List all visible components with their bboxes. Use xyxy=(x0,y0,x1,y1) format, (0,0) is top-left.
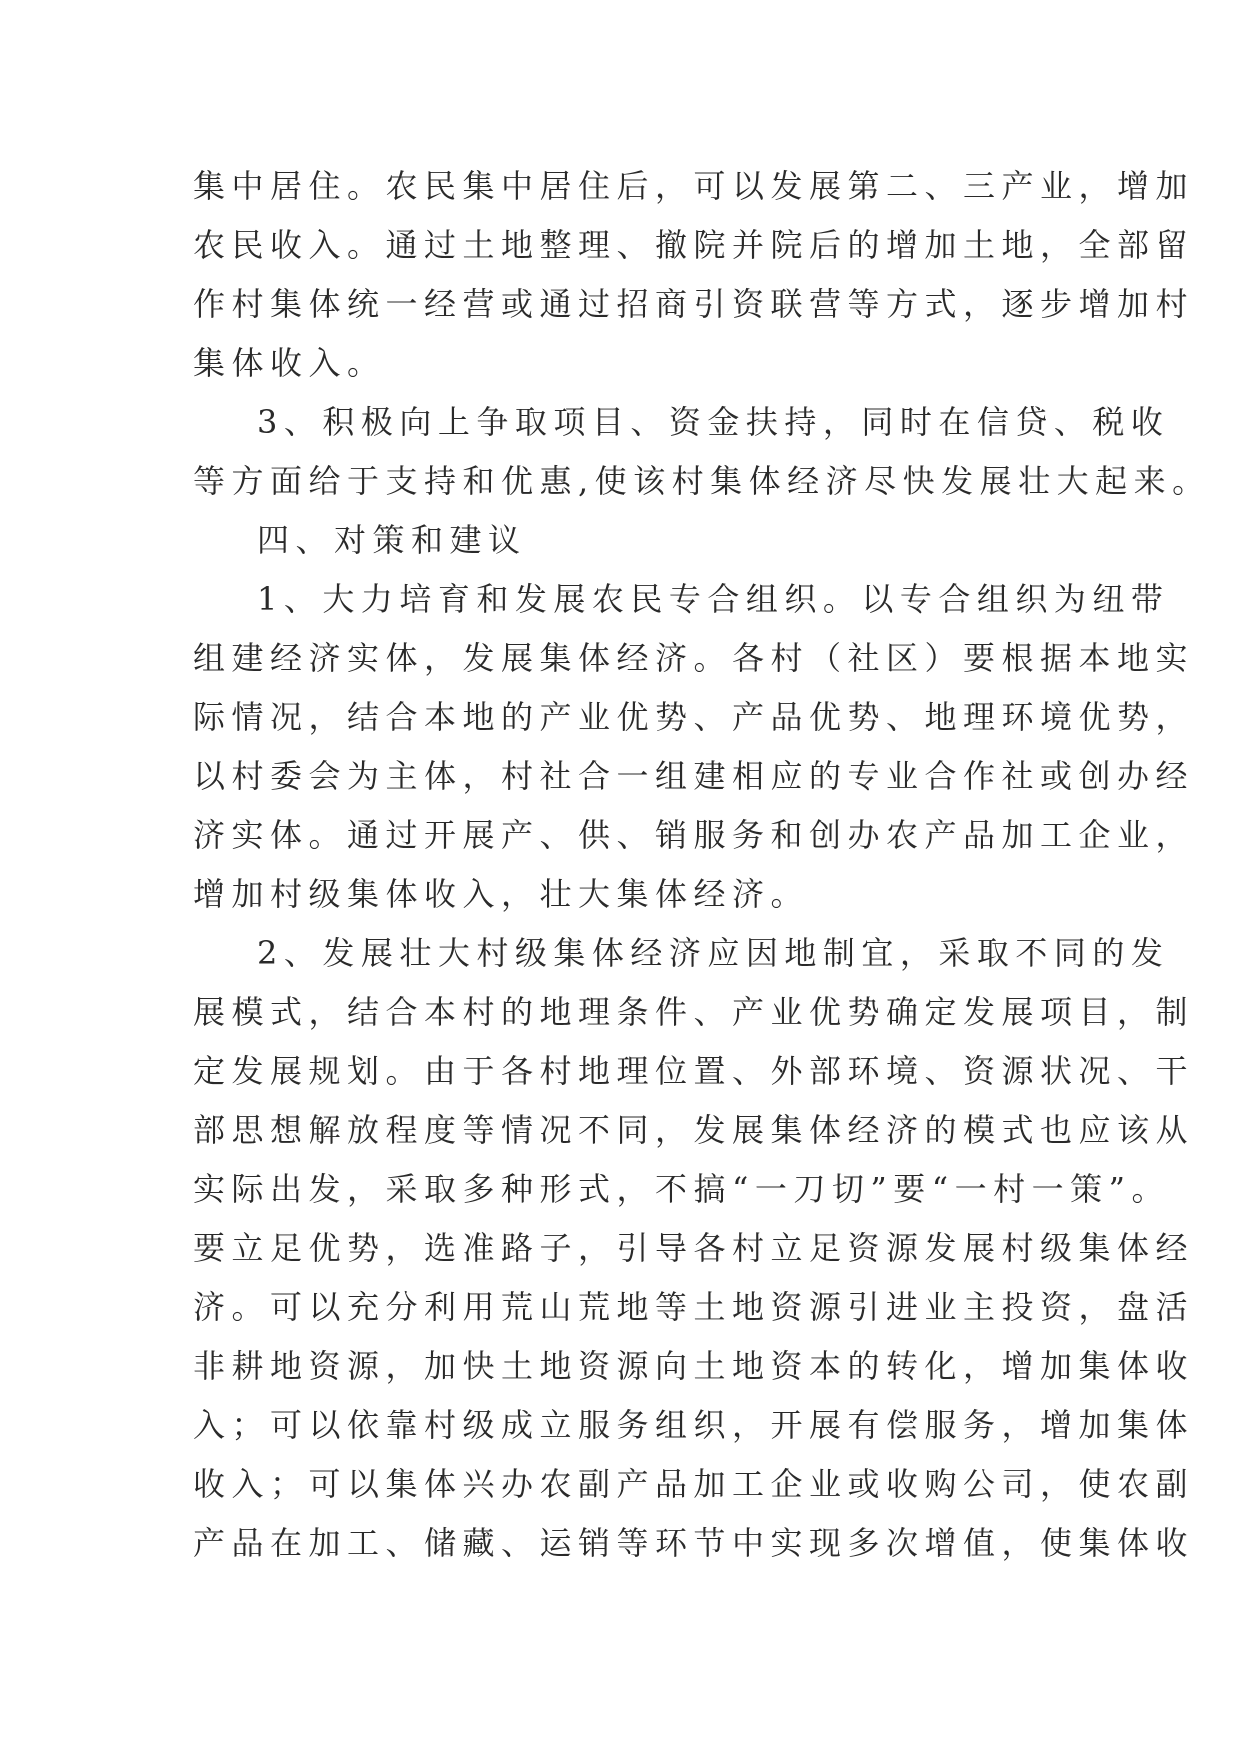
text-line: 增加村级集体收入，壮大集体经济。 xyxy=(193,875,810,913)
text-line: 收入；可以集体兴办农副产品加工企业或收购公司，使农副 xyxy=(193,1465,1195,1503)
text-line: 组建经济实体，发展集体经济。各村（社区）要根据本地实 xyxy=(193,639,1195,677)
paragraph-first-line: 2、发展壮大村级集体经济应因地制宜，采取不同的发 xyxy=(257,934,1170,972)
paragraph-first-line: 1、大力培育和发展农民专合组织。以专合组织为纽带 xyxy=(257,580,1170,618)
text-line: 济。可以充分利用荒山荒地等土地资源引进业主投资，盘活 xyxy=(193,1288,1195,1326)
document-body xyxy=(193,157,1211,1573)
text-line: 以村委会为主体，村社合一组建相应的专业合作社或创办经 xyxy=(193,757,1195,795)
text-line: 产品在加工、储藏、运销等环节中实现多次增值，使集体收 xyxy=(193,1524,1195,1562)
text-line: 部思想解放程度等情况不同，发展集体经济的模式也应该从 xyxy=(193,1111,1195,1149)
text-line: 集体收入。 xyxy=(193,344,386,382)
text-line: 入；可以依靠村级成立服务组织，开展有偿服务，增加集体 xyxy=(193,1406,1195,1444)
text-line: 集中居住。农民集中居住后，可以发展第二、三产业，增加 xyxy=(193,167,1195,205)
section-heading: 四、对策和建议 xyxy=(257,521,527,559)
text-line: 定发展规划。由于各村地理位置、外部环境、资源状况、干 xyxy=(193,1052,1195,1090)
text-line: 农民收入。通过土地整理、撤院并院后的增加土地，全部留 xyxy=(193,226,1195,264)
text-line: 等方面给于支持和优惠,使该村集体经济尽快发展壮大起来。 xyxy=(193,462,1211,500)
text-line: 作村集体统一经营或通过招商引资联营等方式，逐步增加村 xyxy=(193,285,1195,323)
text-line: 要立足优势，选准路子，引导各村立足资源发展村级集体经 xyxy=(193,1229,1195,1267)
text-line: 展模式，结合本村的地理条件、产业优势确定发展项目，制 xyxy=(193,993,1195,1031)
text-line: 实际出发，采取多种形式，不搞“一刀切”要“一村一策”。 xyxy=(193,1170,1170,1208)
text-line: 非耕地资源，加快土地资源向土地资本的转化，增加集体收 xyxy=(193,1347,1195,1385)
paragraph-first-line: 3、积极向上争取项目、资金扶持，同时在信贷、税收 xyxy=(257,403,1170,441)
text-line: 际情况，结合本地的产业优势、产品优势、地理环境优势， xyxy=(193,698,1195,736)
text-line: 济实体。通过开展产、供、销服务和创办农产品加工企业， xyxy=(193,816,1195,854)
